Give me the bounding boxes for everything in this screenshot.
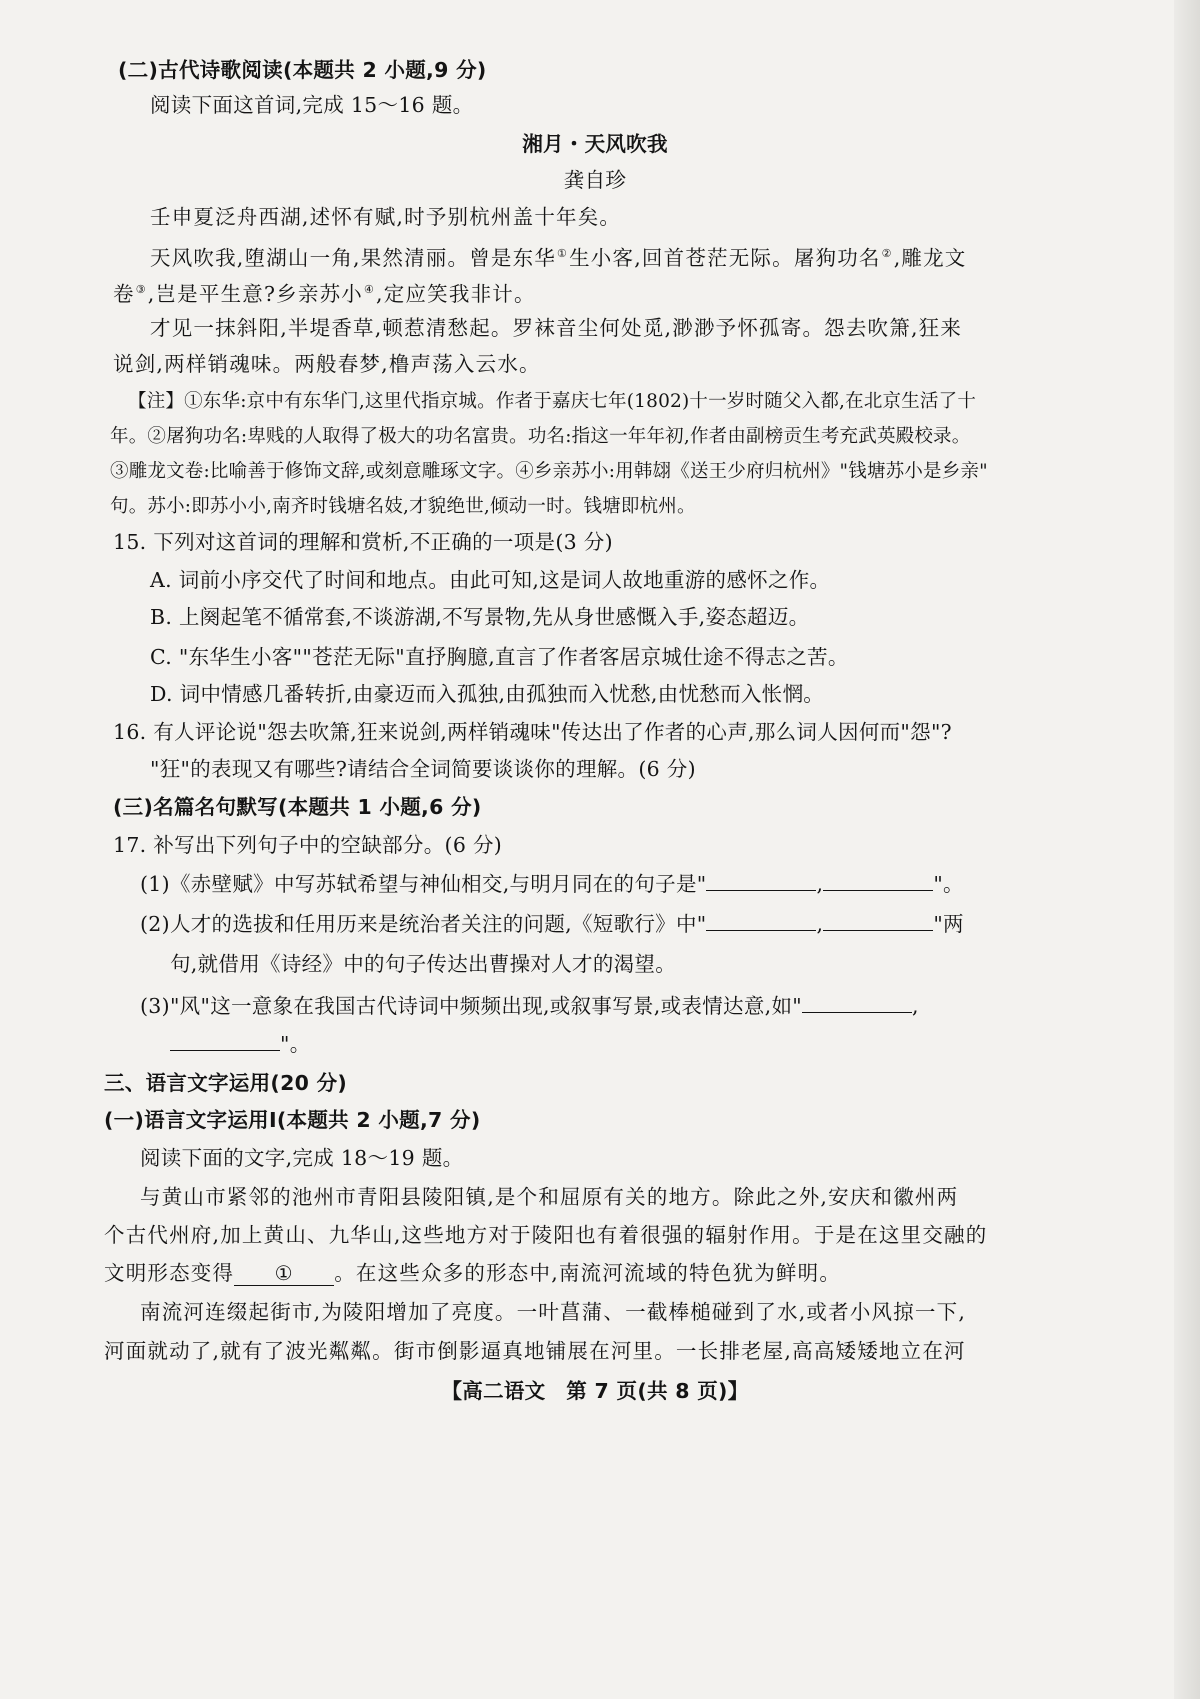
passage-line-3 [104, 1259, 841, 1287]
q17-comma: , [911, 994, 919, 1018]
notes-line-1: 【注】①东华:京中有东华门,这里代指京城。作者于嘉庆七年(1802)十一岁时随父入都,在北京生活了十 [128, 391, 977, 412]
poem-title: 湘月・天风吹我 [522, 132, 668, 156]
footnote-marker: ② [881, 247, 893, 260]
q17-text: (3)"风"这一意象在我国古代诗词中频频出现,或叙事写景,或表情达意,如" [140, 994, 802, 1018]
q17-item-2-cont: 句,就借用《诗经》中的句子传达出曹操对人才的渴望。 [170, 952, 677, 976]
page-footer: 【高二语文 第 7 页(共 8 页)】 [441, 1379, 749, 1403]
passage-text: 。在这些众多的形态中,南流河流域的特色犹为鲜明。 [334, 1261, 842, 1285]
passage-blank-1[interactable]: ① [234, 1261, 334, 1286]
q17-text: "两 [933, 912, 964, 936]
answer-blank[interactable] [823, 910, 933, 931]
passage-line-5: 河面就动了,就有了波光粼粼。街市倒影逼真地铺展在河里。一长排老屋,高高矮矮地立在河 [104, 1339, 966, 1363]
language-instruction: 阅读下面的文字,完成 18～19 题。 [140, 1146, 464, 1170]
question-16-line-2: "狂"的表现又有哪些?请结合全词简要谈谈你的理解。(6 分) [150, 757, 696, 781]
passage-line-1: 与黄山市紧邻的池州市青阳县陵阳镇,是个和屈原有关的地方。除此之外,安庆和徽州两 [140, 1185, 959, 1209]
question-17-stem: 17. 补写出下列句子中的空缺部分。(6 分) [113, 833, 503, 857]
poem-text: 卷 [113, 281, 135, 306]
passage-line-2: 个古代州府,加上黄山、九华山,这些地方对于陵阳也有着很强的辐射作用。于是在这里交融的 [104, 1223, 988, 1247]
poem-text: 天风吹我,堕湖山一角,果然清丽。曾是东华 [150, 245, 557, 270]
poem-line-3: 才见一抹斜阳,半堤香草,顿惹清愁起。罗袜音尘何处觅,渺渺予怀孤寄。怨去吹箫,狂来 [150, 316, 963, 340]
poem-preface: 壬申夏泛舟西湖,述怀有赋,时予别杭州盖十年矣。 [150, 205, 622, 229]
section-heading-poetry: (二)古代诗歌阅读(本题共 2 小题,9 分) [118, 58, 487, 82]
q17-text: (1)《赤壁赋》中写苏轼希望与神仙相交,与明月同在的句子是" [140, 872, 707, 896]
q15-option-d: D. 词中情感几番转折,由豪迈而入孤独,由孤独而入忧愁,由忧愁而入怅惘。 [150, 682, 825, 706]
q17-comma: , [816, 912, 824, 936]
answer-blank[interactable] [706, 870, 816, 891]
notes-line-2: 年。②屠狗功名:卑贱的人取得了极大的功名富贵。功名:指这一年年初,作者由副榜贡生考充武英殿校录。 [110, 426, 971, 447]
q17-item-2 [140, 910, 964, 938]
footnote-marker: ③ [135, 283, 147, 296]
poem-text: ,雕龙文 [893, 245, 967, 270]
passage-line-4: 南流河连缀起街市,为陵阳增加了亮度。一叶菖蒲、一截棒槌碰到了水,或者小风掠一下, [140, 1300, 967, 1324]
poem-text: ,定应笑我非计。 [376, 281, 536, 306]
question-15-stem: 15. 下列对这首词的理解和赏析,不正确的一项是(3 分) [113, 530, 613, 554]
q17-item-1 [140, 870, 964, 898]
poem-text: 生小客,回首苍茫无际。屠狗功名 [569, 245, 881, 270]
poetry-instruction: 阅读下面这首词,完成 15～16 题。 [150, 93, 474, 117]
poem-line-2 [113, 276, 536, 308]
poem-text: ,岂是平生意?乡亲苏小 [147, 281, 363, 306]
section-heading-recitation: (三)名篇名句默写(本题共 1 小题,6 分) [113, 795, 482, 819]
q15-option-c: C. "东华生小客""苍茫无际"直抒胸臆,直言了作者客居京城仕途不得志之苦。 [150, 645, 849, 669]
poem-line-1 [150, 240, 967, 272]
scan-edge [1174, 0, 1200, 1699]
footnote-marker: ① [557, 247, 569, 260]
passage-text: 文明形态变得 [104, 1261, 235, 1285]
q17-text: (2)人才的选拔和任用历来是统治者关注的问题,《短歌行》中" [140, 912, 707, 936]
answer-blank[interactable] [706, 910, 816, 931]
footnote-marker: ④ [363, 283, 376, 296]
q15-option-a: A. 词前小序交代了时间和地点。由此可知,这是词人故地重游的感怀之作。 [150, 568, 831, 592]
notes-line-4: 句。苏小:即苏小小,南齐时钱塘名妓,才貌绝世,倾动一时。钱塘即杭州。 [110, 496, 696, 517]
section-heading-language: (一)语言文字运用Ⅰ(本题共 2 小题,7 分) [104, 1108, 481, 1132]
answer-blank[interactable] [823, 870, 933, 891]
q17-comma: , [816, 872, 824, 896]
part-3-heading: 三、语言文字运用(20 分) [104, 1071, 348, 1095]
answer-blank[interactable] [802, 992, 912, 1013]
q17-text: "。 [280, 1032, 311, 1056]
notes-line-3: ③雕龙文卷:比喻善于修饰文辞,或刻意雕琢文字。④乡亲苏小:用韩翃《送王少府归杭州》"钱塘苏小是乡亲" [110, 461, 988, 482]
poem-line-4: 说剑,两样销魂味。两般春梦,橹声荡入云水。 [113, 352, 541, 376]
question-16-line-1: 16. 有人评论说"怨去吹箫,狂来说剑,两样销魂味"传达出了作者的心声,那么词人因何而"怨"? [113, 720, 952, 744]
q15-option-b: B. 上阕起笔不循常套,不谈游湖,不写景物,先从身世感慨入手,姿态超迈。 [150, 605, 810, 629]
answer-blank[interactable] [170, 1030, 280, 1051]
q17-text: "。 [933, 872, 964, 896]
poem-author: 龚自珍 [563, 168, 627, 192]
q17-item-3 [140, 992, 919, 1020]
q17-item-3-cont [170, 1030, 311, 1058]
